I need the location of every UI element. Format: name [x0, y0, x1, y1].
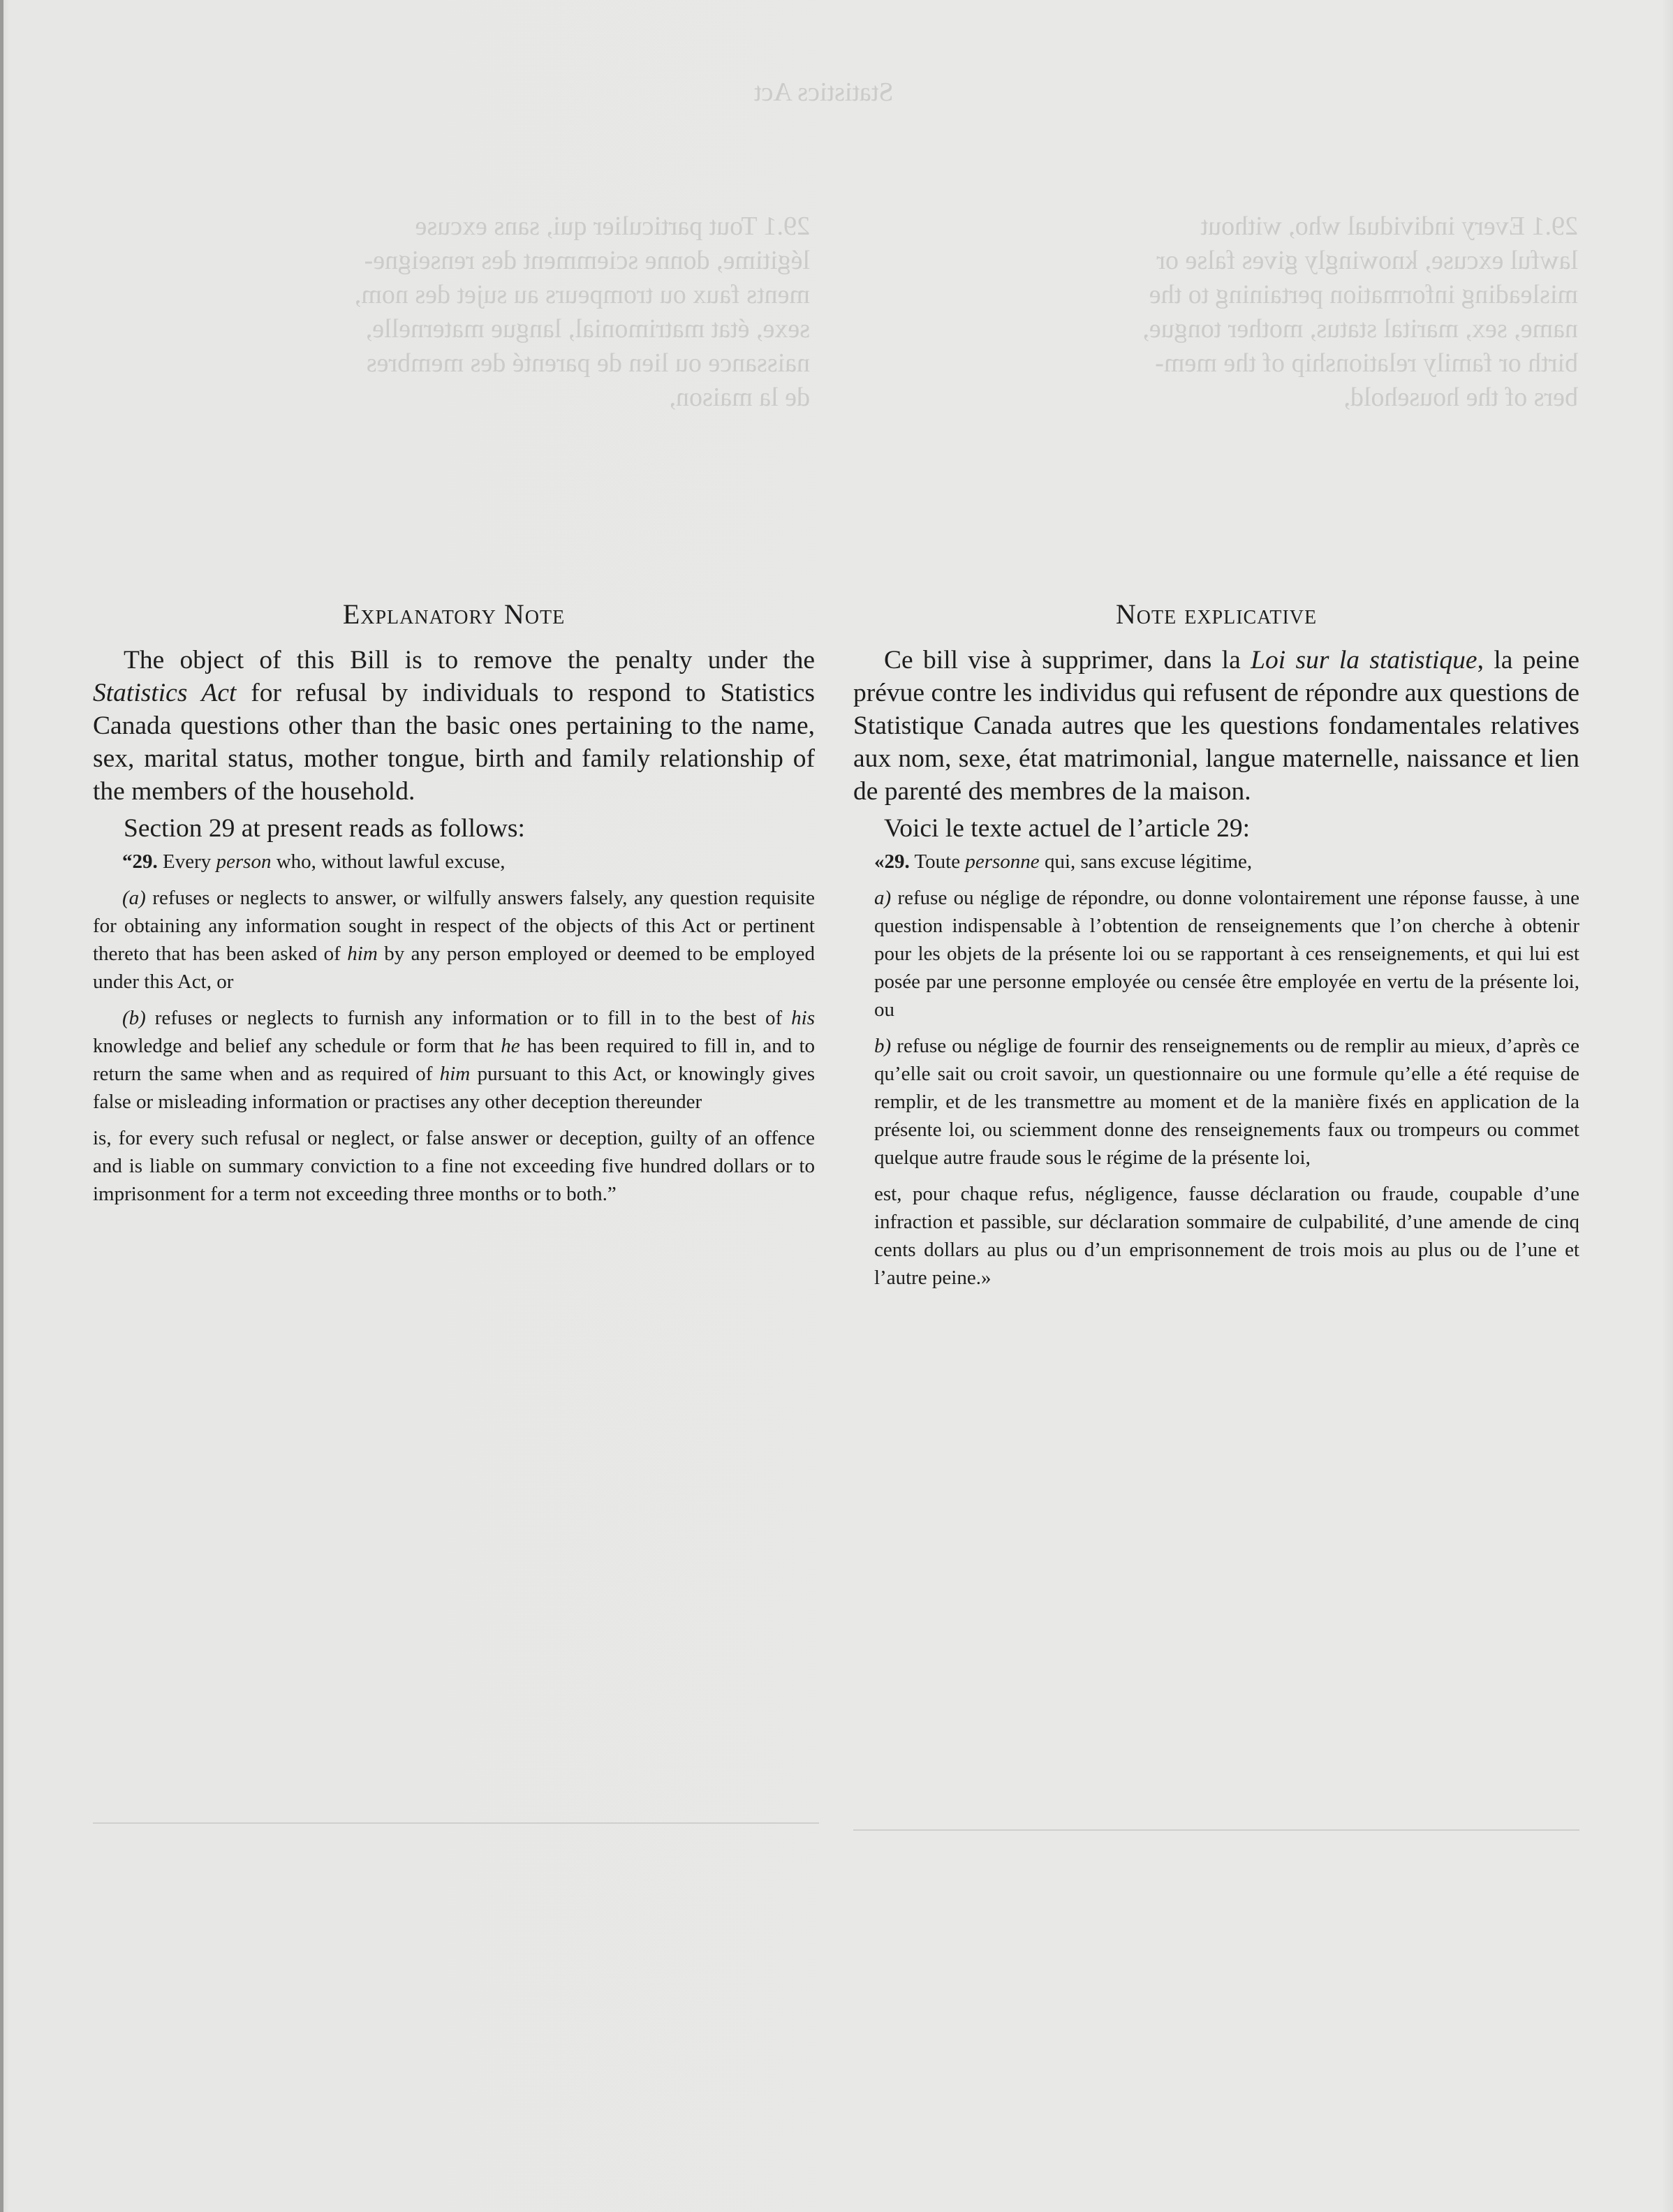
- english-explanatory-paragraph: The object of this Bill is to remove the penalty under the Statistics Act for refusal by individuals to respond to Statistics Canada questions other than the basic ones pertaining to the name, sex, marital status, mother tongue, birth and family relationship of the members of the household.: [93, 646, 815, 806]
- show-through-text-2: 29.1 Tout particulier qui, sans excuse légitime, donne sciemment des renseigne- ments faux ou trompeurs au sujet des nom, sexe, état matrimonial, langue maternelle, naissance ou lien de parenté des membres de la maison,: [354, 212, 810, 412]
- french-section-tail: est, pour chaque refus, négligence, fausse déclaration ou fraude, coupable d’une infraction et passible, sur déclaration sommaire de culpabilité, d’une amende de cinq cents dollars au plus ou d’un emprisonnement de trois mois au plus ou de l’une et l’autre peine.»: [874, 1183, 1579, 1289]
- english-quoted-section: [93, 848, 815, 1208]
- english-section-lead: “29. Every person who, without lawful excuse,: [122, 850, 506, 873]
- french-intro: Voici le texte actuel de l’article 29:: [884, 814, 1251, 843]
- english-intro: Section 29 at present reads as follows:: [124, 814, 525, 843]
- french-quoted-section: [853, 848, 1579, 1292]
- page-spine: [0, 0, 3, 2212]
- english-item-a: (a) refuses or neglects to answer, or wilfully answers falsely, any question requisite for obtaining any information sought in respect of the objects of this Act or pertinent thereto that has been asked of him by any person employed or deemed to be employed under this Act, or: [93, 887, 815, 993]
- show-through-rule-right: [853, 1829, 1579, 1831]
- show-through-text: 29.1 Every individual who, without lawful excuse, knowingly gives false or misleading information pertaining to the name, sex, marital status, mother tongue, birth or family relationship of the mem- bers of the household,: [1142, 212, 1578, 412]
- french-item-a: a) refuse ou néglige de répondre, ou donne volontairement une réponse fausse, à une question indispensable à l’obtention de renseignements que l’on cherche à obtenir pour les objets de la présente loi ou se rapportant à ces renseignements, et qui lui est posée par une personne employée ou censée être employée en vertu de la présente loi, ou: [874, 887, 1579, 1021]
- french-column: [853, 600, 1579, 1300]
- english-item-b: (b) refuses or neglects to furnish any information or to fill in to the best of his knowledge and belief any schedule or form that he has been required to fill in, and to return the same when and as required of him pursuant to this Act, or knowingly gives false or misleading information or practises any other deception thereunder: [93, 1007, 816, 1113]
- show-through-rule-left: [93, 1822, 819, 1824]
- french-explanatory-paragraph: Ce bill vise à supprimer, dans la Loi sur la statistique, la peine prévue contre les individus qui refusent de répondre aux questions de Statistique Canada autres que les questions fondamentales relatives aux nom, sexe, état matrimonial, langue maternelle, naissance et lien de parenté des membres de la maison.: [853, 646, 1579, 806]
- french-section-lead: «29. Toute personne qui, sans excuse légitime,: [874, 850, 1253, 873]
- english-section-tail: is, for every such refusal or neglect, or false answer or deception, guilty of an offence and is liable on summary conviction to a fine not exceeding five hundred dollars or to imprisonment for a term not exceeding three months or to both.”: [93, 1127, 815, 1205]
- english-heading: Explanatory Note: [342, 598, 566, 630]
- english-column: [93, 600, 815, 1216]
- french-item-b: b) refuse ou néglige de fournir des renseignements ou de remplir au mieux, d’après ce qu’elle sait ou croit savoir, un questionnaire ou une formule qu’elle a été requise de remplir, et de les transmettre au moment et de la manière fixés en application de la présente loi, ou sciemment donne des renseignements faux ou trompeurs ou commet quelque autre fraude sous le régime de la présente loi,: [874, 1035, 1579, 1169]
- french-heading: Note explicative: [1115, 598, 1318, 630]
- show-through-header: Statistics Act: [754, 78, 894, 107]
